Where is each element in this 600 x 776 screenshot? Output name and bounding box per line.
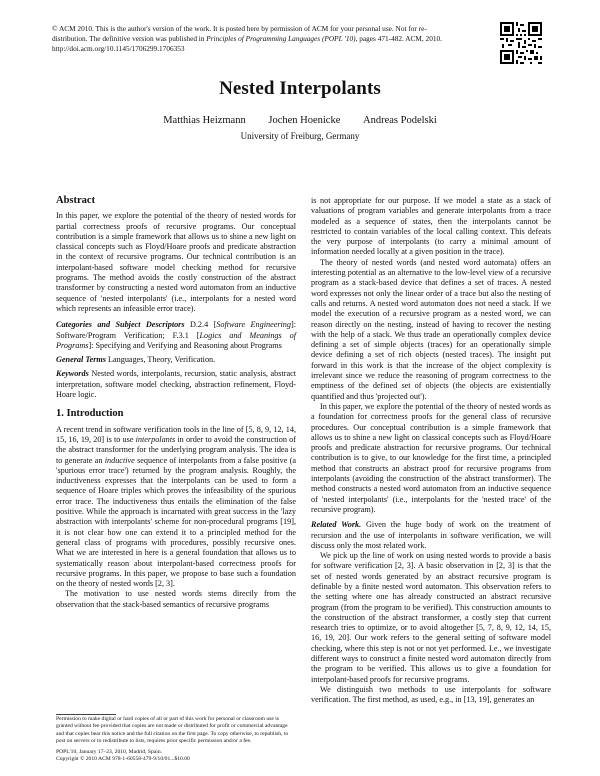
footnote-text: POPL'10, January 17–23, 2010, Madrid, Spain. Copyright © 2010 ACM 978-1-60558-479-9/10/01...$10.00 xyxy=(56,748,190,763)
notice-line: © ACM 2010. This is the author's version of the work. It is posted here by permission of ACM for your personal use. Not for re- xyxy=(52,24,427,33)
keywords: Keywords Nested words, interpolants, recursion, static analysis, abstract interpretation, software model checking, abstraction refinement, Floyd-Hoare logic. xyxy=(56,369,297,400)
notice-line: distribution. The definitive version was published in Principles of Programming Languages (POPL '10), pages 471-482. ACM, 2010. xyxy=(52,34,442,43)
body-paragraph: We distinguish two methods to use interpolants for software verification. The first method, as used, e.g., in [13, 19], generates an xyxy=(311,684,551,705)
author: Andreas Podelski xyxy=(363,115,437,126)
right-column xyxy=(311,196,551,706)
qr-code-icon xyxy=(500,22,542,64)
body-paragraph: We pick up the line of work on using nested words to provide a basis for software verification [2, 3]. A basic observation in [2, 3] is that the set of nested words generated by an abstract recursive program is definable by a finite nested word automaton. This observation refers to the setting where one has already constructed an abstract recursive program (from the program to be verified). This construction amounts to the construction of the abstract transformer, a costly step that current research tries to optimize, or to avoid altogether [5, 7, 8, 9, 12, 14, 15, 16, 19, 20]. Our work refers to the general setting of software model checking, where this step is not or not yet performed. I.e., we investigate different ways to construct a finite nested word automaton directly from the program to be verified. This allows us to give a foundation for interpolant-based proofs for recursive programs. xyxy=(311,551,551,684)
body-paragraph: is not appropriate for our purpose. If we model a state as a stack of valuations of program variables and generate interpolants from a trace modeled as a sequence of states, then the interpolants cannot be restricted to contain variables of the local calling context. This defeats the very purpose of interpolants (to carry a minimal amount of information needed locally at a given position in the trace). xyxy=(311,196,551,257)
author-list xyxy=(0,115,600,126)
intro-paragraph: The motivation to use nested words stems directly from the observation that the stack-based semantics of recursive programs xyxy=(56,589,296,609)
categories: Categories and Subject Descriptors D.2.4 [Software Engineering]: Software/Program Verification; F.3.1 [Logics and Meanings of Programs]: Specifying and Verifying and Reasoning about Programs xyxy=(56,320,296,350)
abstract-heading: Abstract xyxy=(56,195,96,206)
related-work-paragraph: Related Work. Given the huge body of work on the treatment of recursion and the use of interpolants in software verification, we will discuss only the most related work. xyxy=(311,520,551,550)
affiliation: University of Freiburg, Germany xyxy=(240,131,360,141)
intro-paragraph: A recent trend in software verification tools in the line of [5, 8, 9, 12, 14, 15, 16, 19, 20] is to use interpolants in order to avoid the construction of the abstract transformer for the underlying program analysis. The idea is to generate an inductive sequence of interpolants from a false positive (a 'spurious error trace') returned by the program analysis. Roughly, the inductiveness expresses that the interpolants can be used to form a sequence of Hoare triples which proves the infeasibility of the spurious error trace. The inductiveness thus entails the elimination of the false positive. While the approach is incarnated with great success in the 'lazy abstraction with interpolants' scheme for non-procedural programs [19], it is not clear how one can extend it to a principled method for the general class of programs with procedures, possibly recursive ones. What we are interested in here is a general foundation that allows us to systematically reason about interpolant-based correctness proofs for recursive programs. In this paper, we propose to base such a foundation on the theory of nested words [2, 3]. xyxy=(56,424,296,589)
paper-title: Nested Interpolants xyxy=(219,78,381,99)
doi-link[interactable]: http://doi.acm.org/10.1145/1706299.1706353 xyxy=(52,44,185,53)
abstract-text: In this paper, we explore the potential of the theory of nested words for partial correctness proofs of recursive programs. Our conceptual contribution is a simple framework that allows us to shine a new light on classical concepts such as Floyd/Hoare proofs and predicate abstraction in the context of recursive programs. Our technical contribution is an interpolant-based software model checking method for recursive programs. The method avoids the costly construction of the abstract transformer by constructing a nested word automaton from an inductive sequence of 'nested interpolants' (i.e., interpolants for a nested word which represents an infeasible error trace). xyxy=(56,211,296,313)
footnote-text: Permission to make digital or hard copies of all or part of this work for personal or classroom use is granted without fee provided that copies are not made or distributed for profit or commercial advantage and that copies bear this notice and the full citation on the first page. To copy otherwise, to republish, to post on servers or to redistribute to lists, requires prior specific permission and/or a fee. xyxy=(56,716,289,745)
author: Matthias Heizmann xyxy=(163,115,246,126)
body-paragraph: In this paper, we explore the potential of the theory of nested words as a foundation for correctness proofs for the general class of recursive procedures. Our conceptual contribution is a simple framework that allows us to shine a new light on classical concepts such as Floyd/Hoare proofs and predicate abstraction for recursive programs. Our technical contribution is to give, to our knowledge for the first time, a principled method that constructs an abstract proof for recursive programs from interpolants (avoiding the construction of the abstract transformer). The method constructs a nested word automaton from an inductive sequence of 'nested interpolants' (i.e., interpolants for the 'nested trace' of the recursive program). xyxy=(311,401,551,514)
footnote-rule xyxy=(56,714,116,715)
venue: Principles of Programming Languages (POPL '10) xyxy=(206,34,356,43)
permission-footnote xyxy=(56,716,296,763)
left-column xyxy=(56,196,296,610)
general-terms: General Terms Languages, Theory, Verification. xyxy=(56,355,216,365)
author: Jochen Hoenicke xyxy=(268,115,341,126)
copyright-notice xyxy=(52,24,492,54)
intro-heading: 1. Introduction xyxy=(56,408,124,420)
body-paragraph: The theory of nested words (and nested word automata) offers an interesting potential as an alternative to the low-level view of a recursive program as a stack-based device that defines a set of traces. A nested word expresses not only the linear order of a trace but also the nesting of calls and returns. A nested word automaton does not need a stack. If we model the execution of a recursive program as a nested word, we can reason directly on the nesting, instead of having to recover the nesting with the help of a stack. We thus trade an operationally complex device defining a set of simple objects (traces) for an operationally simple device defining a set of rich objects (nested traces). The insight put forward in this work is that the increase of the object complexity is irrelevant since we reduce the reasoning of program correctness to the emptiness of the defined set of objects (the objects are existentially quantified and thus 'projected out'). xyxy=(311,257,551,401)
